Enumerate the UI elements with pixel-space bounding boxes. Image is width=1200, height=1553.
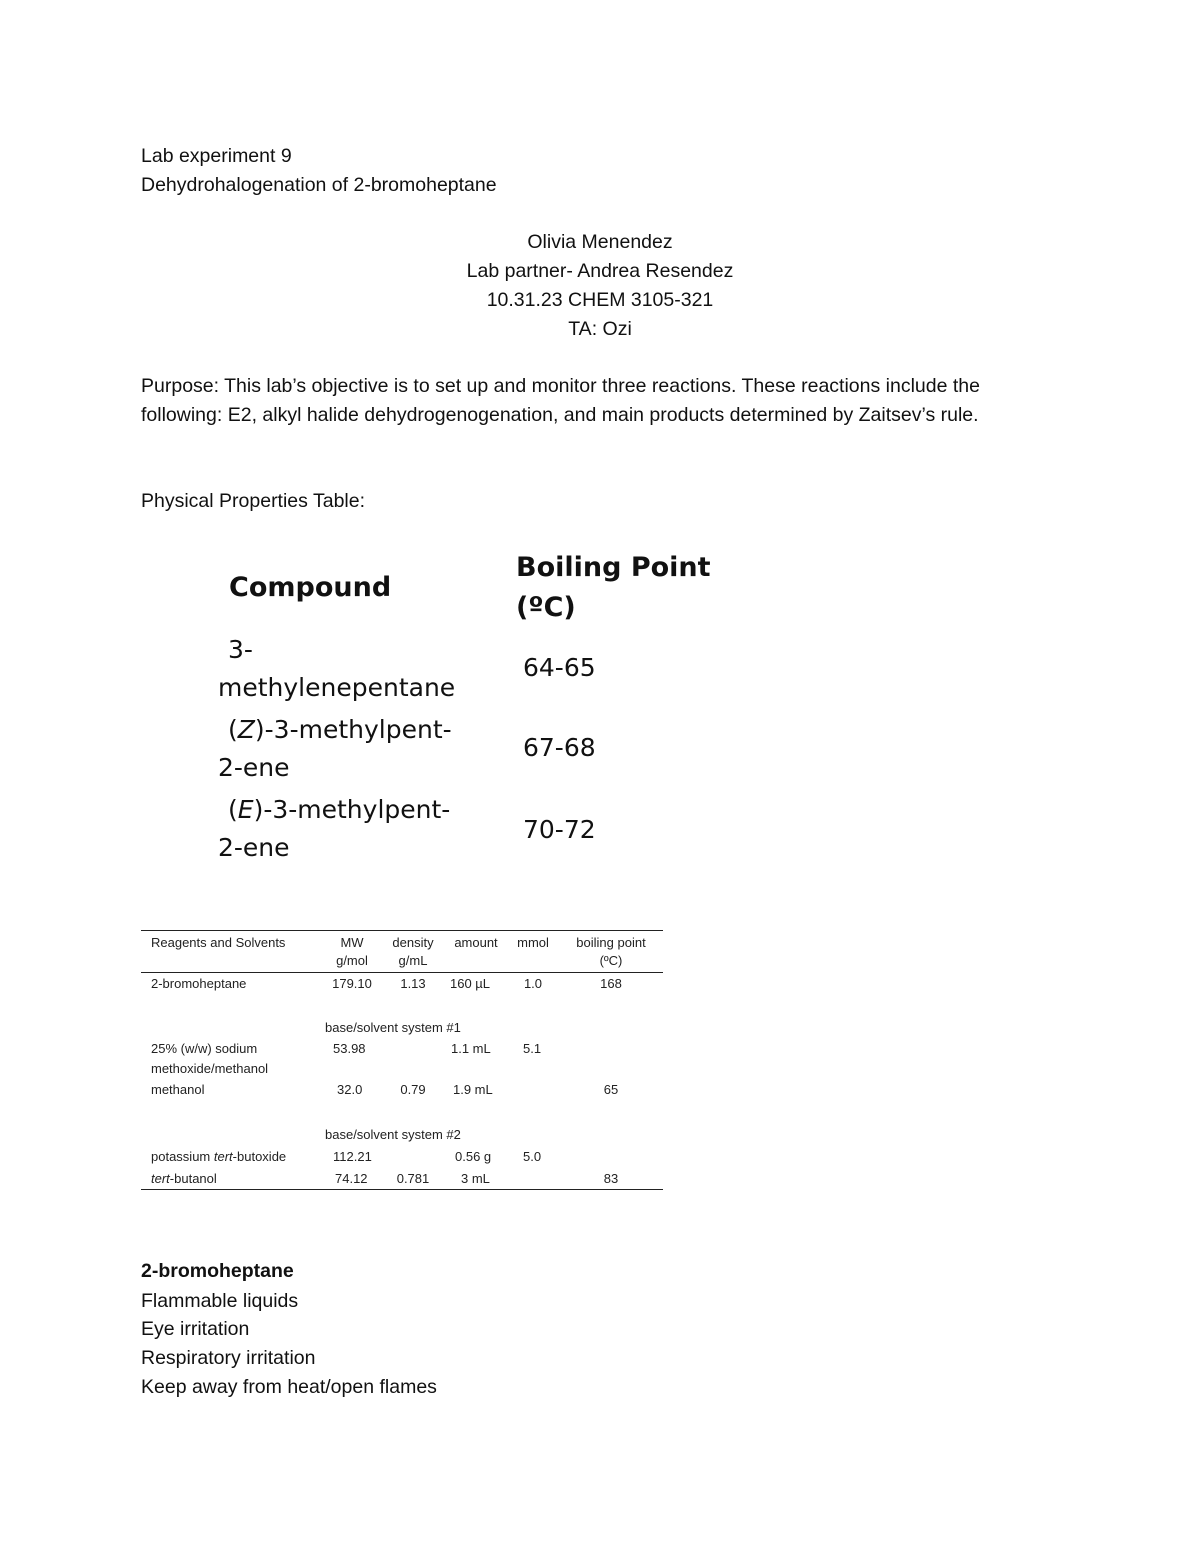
header-reagents: Reagents and Solvents <box>151 935 286 950</box>
header-density: density <box>392 935 434 950</box>
compound-name: 3- <box>228 635 253 664</box>
reagent-mw: 74.12 <box>335 1171 368 1186</box>
compound-name: (Z)-3-methylpent- <box>228 715 452 744</box>
table-header-rule <box>141 972 663 973</box>
boiling-point-value: 64-65 <box>523 653 596 682</box>
reagent-bp: 168 <box>600 976 622 991</box>
safety-item: Keep away from heat/open flames <box>141 1376 437 1398</box>
boiling-point-value: 70-72 <box>523 815 596 844</box>
reagent-mmol: 5.0 <box>523 1149 542 1164</box>
safety-item: Respiratory irritation <box>141 1347 316 1369</box>
purpose-paragraph: Purpose: This lab’s objective is to set up and monitor three reactions. These reactions include the following: E2, alkyl halide dehydrogenogenation, and main products determined by Zaitsev’s rule. <box>141 375 980 426</box>
compound-name: 2-ene <box>218 833 290 862</box>
header-density-unit: g/mL <box>398 953 428 968</box>
safety-heading: 2-bromoheptane <box>141 1260 294 1282</box>
reagent-name: 25% (w/w) sodium <box>151 1041 258 1056</box>
reagent-density: 1.13 <box>400 976 426 991</box>
physical-properties-heading: Physical Properties Table: <box>141 490 366 512</box>
header-boiling-point: boiling point <box>576 935 646 950</box>
reagent-bp: 65 <box>603 1082 619 1097</box>
reagent-amount: 1.9 mL <box>453 1082 493 1097</box>
reagent-amount: 0.56 g <box>455 1149 492 1164</box>
boiling-point-value: 67-68 <box>523 733 596 762</box>
teaching-assistant: TA: Ozi <box>568 318 632 340</box>
author-name: Olivia Menendez <box>527 231 673 253</box>
safety-item: Eye irritation <box>141 1318 250 1340</box>
header-mw: MW <box>340 935 364 950</box>
system-1-label: base/solvent system #1 <box>325 1020 461 1035</box>
reagents-table <box>141 930 663 1192</box>
safety-item: Flammable liquids <box>141 1290 299 1312</box>
compound-name: 2-ene <box>218 753 290 782</box>
date-course: 10.31.23 CHEM 3105-321 <box>486 289 714 311</box>
header-mmol: mmol <box>517 935 549 950</box>
reagent-density: 0.79 <box>400 1082 426 1097</box>
header-amount: amount <box>454 935 498 950</box>
reagent-mmol: 5.1 <box>523 1041 542 1056</box>
reagent-density: 0.781 <box>396 1171 430 1186</box>
lab-partner: Lab partner- Andrea Resendez <box>466 260 734 282</box>
compound-name: (E)-3-methylpent- <box>228 795 451 824</box>
compound-name: methylenepentane <box>218 673 456 702</box>
experiment-title: Dehydrohalogenation of 2-bromoheptane <box>141 174 497 196</box>
lab-title: Lab experiment 9 <box>141 145 292 167</box>
reagent-name: potassium tert-butoxide <box>151 1149 287 1164</box>
reagent-bp: 83 <box>603 1171 619 1186</box>
reagent-mw: 53.98 <box>333 1041 366 1056</box>
reagent-amount: 3 mL <box>461 1171 490 1186</box>
reagent-amount: 1.1 mL <box>451 1041 491 1056</box>
reagent-mw: 112.21 <box>333 1149 372 1164</box>
system-2-label: base/solvent system #2 <box>325 1127 461 1142</box>
reagent-name: methanol <box>151 1082 205 1097</box>
column-header-boiling-point: Boiling Point <box>516 552 711 583</box>
table-top-rule <box>141 930 663 931</box>
header-mw-unit: g/mol <box>336 953 368 968</box>
reagent-name: tert-butanol <box>151 1171 217 1186</box>
reagent-amount: 160 µL <box>449 976 491 991</box>
reagent-mw: 179.10 <box>332 976 372 991</box>
column-header-compound: Compound <box>229 572 392 603</box>
header-boiling-point-unit: (ºC) <box>599 953 623 968</box>
reagent-mw: 32.0 <box>337 1082 363 1097</box>
column-header-boiling-point-unit: (ºC) <box>516 592 576 623</box>
reagent-name: 2-bromoheptane <box>151 976 247 991</box>
reagent-name: methoxide/methanol <box>151 1061 269 1076</box>
reagent-mmol: 1.0 <box>523 976 543 991</box>
table-bottom-rule <box>141 1189 663 1190</box>
